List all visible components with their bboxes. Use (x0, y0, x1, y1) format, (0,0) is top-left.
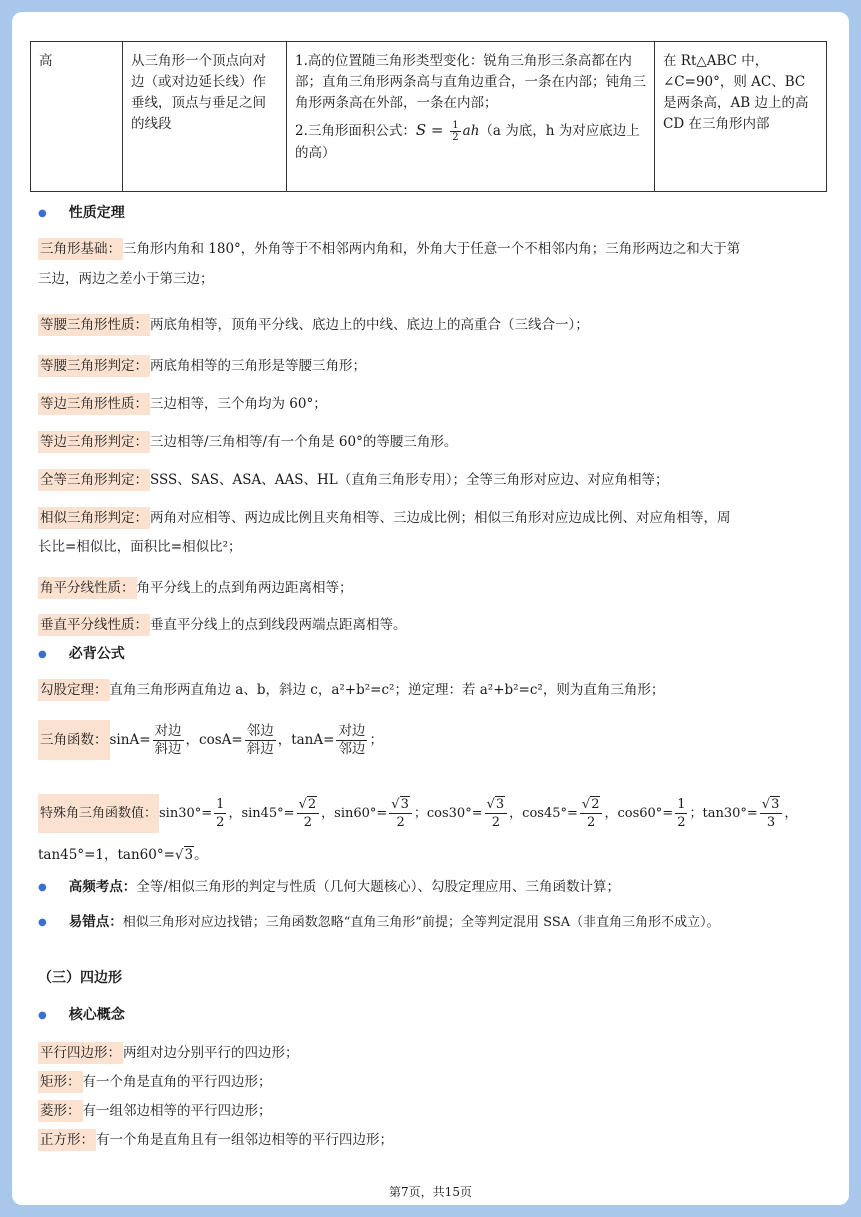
property-line (38, 353, 835, 379)
bullet-icon: ● (38, 1010, 47, 1021)
section-heading-text: 核心概念 (68, 1007, 125, 1023)
highlight-label: 特殊角三角函数值： (38, 794, 159, 833)
property-text: 两角对应相等、两边成比例且夹角相等、三边成比例；相似三角形对应边成比例、对应角相等，周 (150, 510, 731, 526)
punctuation: 。 (194, 847, 208, 863)
fraction-numerator: √3 (389, 796, 412, 814)
cos60-label: ，cos60°= (604, 806, 674, 821)
highlight-label: 等边三角形性质： (38, 393, 150, 415)
sqrt-radicand: 3 (400, 797, 409, 812)
property-line (38, 429, 835, 455)
quad-line (38, 1098, 835, 1124)
chapter-heading: （三）四边形 (38, 970, 122, 986)
fraction-denominator: 2 (587, 815, 596, 830)
highlight-label: 三角函数： (38, 720, 110, 760)
hot-topics-label: 高频考点： (68, 879, 137, 895)
fraction (389, 796, 412, 831)
table-row (31, 42, 827, 192)
common-errors-line (38, 909, 845, 937)
fraction-denominator: 3 (766, 815, 776, 830)
area-formula-label: 2.三角形面积公式： (295, 123, 416, 139)
sqrt-radicand: 2 (307, 797, 317, 812)
property-line (38, 391, 835, 417)
fraction (675, 796, 687, 831)
formula-note: （a 为底，h 为对应底边上的高） (295, 123, 640, 161)
property-line (38, 612, 835, 638)
property-text: 三角形内角和 180°，外角等于不相邻两内角和，外角大于任意一个不相邻内角；三角形两边之和大于第 (123, 241, 741, 257)
sin30-label: sin30°= (159, 806, 213, 821)
hot-topics-text: 全等/相似三角形的判定与性质（几何大题核心）、勾股定理应用、三角函数计算； (136, 879, 621, 895)
section-heading-formulas (38, 643, 125, 663)
highlight-label: 全等三角形判定： (38, 469, 150, 491)
table-cell-term: 高 (31, 42, 123, 192)
section-heading-theorems (38, 202, 125, 222)
fraction (485, 796, 508, 831)
section-heading-text: 必背公式 (68, 646, 125, 662)
fraction (297, 796, 320, 831)
property-text: 两组对边分别平行的四边形； (123, 1045, 299, 1061)
fraction-denominator: 2 (491, 815, 501, 830)
sqrt-radicand: 3 (184, 847, 194, 863)
fraction-denominator: 邻边 (338, 741, 366, 757)
trig-line (38, 720, 835, 760)
highlight-label: 等腰三角形判定： (38, 355, 150, 377)
document-page (12, 12, 849, 1205)
property-line (38, 236, 835, 262)
fraction-numerator: 1 (452, 120, 459, 131)
section-heading-text: 性质定理 (68, 205, 125, 221)
tan30-label: ；tan30°= (689, 806, 758, 821)
fraction-numerator: 邻边 (246, 723, 274, 739)
property-text: 直角三角形两直角边 a、b，斜边 c，a²+b²=c²；逆定理：若 a²+b²=c²，则为直角三角形； (109, 682, 665, 698)
tan-label: ，tanA= (277, 732, 335, 748)
bullet-icon: ● (38, 649, 47, 660)
formula-ah: ah (462, 123, 480, 139)
sin60-label: ，sin60°= (321, 806, 388, 821)
property-text: 有一个角是直角的平行四边形； (82, 1074, 272, 1090)
quad-line (38, 1069, 835, 1095)
pythagoras-line (38, 677, 835, 703)
fraction (760, 796, 783, 831)
highlight-label: 相似三角形判定： (38, 507, 150, 529)
sin45-label: ，sin45°= (228, 806, 295, 821)
special-angles-line-2: tan45°=1，tan60°=√3。 (38, 847, 208, 863)
fraction-denominator: 2 (216, 815, 225, 830)
tan-values: tan45°=1，tan60°= (38, 847, 175, 863)
property-text: 三边相等/三角相等/有一个角是 60°的等腰三角形。 (150, 434, 458, 450)
page-footer: 第7页，共15页 (389, 1185, 472, 1199)
fraction-numerator: 1 (677, 797, 686, 812)
property-line (38, 467, 835, 493)
sqrt-radicand: 3 (495, 797, 505, 812)
fraction-numerator: √2 (580, 796, 603, 814)
fraction-denominator: 斜边 (154, 741, 182, 757)
highlight-label: 角平分线性质： (38, 577, 137, 599)
special-angles-line: 特殊角三角函数值： sin30°= $\frac{1}{2}$ ，sin45°= $\frac{√2}{2}$ ，sin60°= $\frac{√3}{2}$ ；cos30°= $\frac{√3}{2}$ ，cos45°= $\frac{√2}{2}$ ，cos60°= $\frac{1}{2}$ ；tan30°= $\frac{√3}{3}$ ， (38, 792, 835, 836)
property-text: 三边相等，三个角均为 60°； (150, 396, 327, 412)
highlight-label: 垂直平分线性质： (38, 614, 150, 636)
highlight-label: 勾股定理： (38, 679, 110, 701)
property-line (38, 505, 835, 531)
property-line-continued: 长比=相似比，面积比=相似比²； (38, 539, 242, 555)
quad-line (38, 1127, 835, 1153)
cos45-label: ，cos45°= (509, 806, 578, 821)
fraction-numerator: 对边 (154, 723, 182, 739)
fraction-denominator: 2 (303, 815, 312, 830)
fraction-numerator: 1 (216, 797, 225, 812)
highlight-label: 正方形： (38, 1129, 96, 1151)
highlight-label: 等边三角形判定： (38, 431, 150, 453)
bullet-icon: ● (38, 917, 47, 928)
property-text: 有一组邻边相等的平行四边形； (82, 1103, 272, 1119)
property-text: 垂直平分线上的点到线段两端点距离相等。 (150, 617, 407, 633)
fraction-denominator: 2 (396, 815, 405, 830)
property-text: 角平分线上的点到角两边距离相等； (136, 580, 353, 596)
property-line-continued: 三边，两边之差小于第三边； (38, 271, 214, 287)
sin-label: sinA= (109, 732, 151, 748)
hot-topics-line (38, 874, 835, 902)
table-cell-definition: 从三角形一个顶点向对边（或对边延长线）作垂线，顶点与垂足之间的线段 (123, 42, 287, 192)
fraction (580, 796, 603, 831)
common-errors-text: 相似三角形对应边找错；三角函数忽略“直角三角形”前提；全等判定混用 SSA（非直角三角形不成立）。 (122, 915, 720, 930)
cos-label: ，cosA= (185, 732, 243, 748)
property-line (38, 312, 835, 338)
highlight-label: 平行四边形： (38, 1042, 123, 1064)
property-paragraph-1: 1.高的位置随三角形类型变化：锐角三角形三条高都在内部；直角三角形两条高与直角边重合，一条在内部；钝角三角形两条高在外部，一条在内部； (295, 53, 646, 111)
highlight-label: 菱形： (38, 1100, 83, 1122)
section-heading-concepts (38, 1004, 125, 1024)
punctuation: ； (369, 732, 383, 748)
bullet-icon: ● (38, 208, 47, 219)
property-text: SSS、SAS、ASA、AAS、HL（直角三角形专用）；全等三角形对应边、对应角相等； (150, 472, 669, 488)
fraction-denominator: 2 (452, 132, 459, 143)
fraction-denominator: 2 (677, 815, 686, 830)
highlight-label: 等腰三角形性质： (38, 314, 150, 336)
common-errors-label: 易错点： (68, 914, 123, 930)
sqrt-radicand: 3 (771, 797, 780, 812)
bullet-icon: ● (38, 882, 47, 893)
fraction-numerator: 对边 (338, 723, 366, 739)
tan-fraction (336, 723, 367, 758)
formula-fraction (450, 120, 460, 143)
fraction (214, 796, 226, 831)
highlight-label: 三角形基础： (38, 238, 123, 260)
property-text: 有一个角是直角且有一组邻边相等的平行四边形； (96, 1132, 393, 1148)
cos30-label: ；cos30°= (413, 806, 483, 821)
property-line (38, 575, 835, 601)
highlight-label: 矩形： (38, 1071, 83, 1093)
formula-s: S = (415, 121, 449, 139)
fraction-numerator: √2 (297, 796, 320, 814)
sin-fraction (153, 723, 184, 758)
sqrt-radicand: 2 (591, 797, 600, 812)
property-text: 两底角相等，顶角平分线、底边上的中线、底边上的高重合（三线合一）； (150, 317, 589, 333)
property-paragraph-2 (295, 120, 646, 164)
quad-line (38, 1040, 835, 1066)
cos-fraction (245, 723, 276, 758)
fraction-numerator: √3 (485, 796, 508, 814)
property-text: 两底角相等的三角形是等腰三角形； (150, 358, 366, 374)
fraction-numerator: √3 (760, 796, 783, 814)
table-cell-properties (287, 42, 655, 192)
fraction-denominator: 斜边 (246, 741, 274, 757)
table-cell-example: 在 Rt△ABC 中，∠C=90°，则 AC、BC 是两条高，AB 边上的高 CD 在三角形内部 (655, 42, 827, 192)
definition-table (30, 41, 827, 192)
